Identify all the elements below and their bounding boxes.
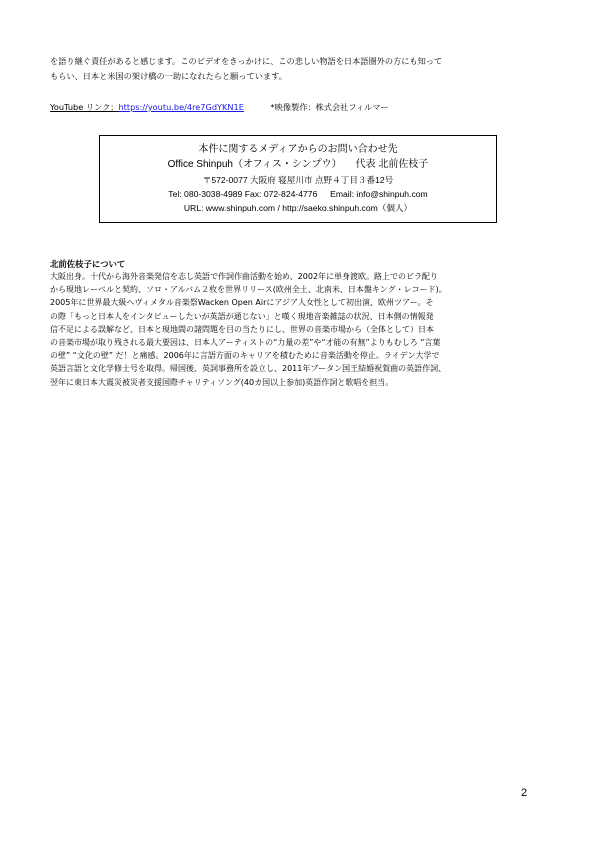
youtube-link[interactable]: https://youtu.be/4re7GdYKN1E — [118, 102, 244, 112]
about-line: 大阪出身。十代から海外音楽発信を志し英語で作詞作曲活動を始め、2002年に単身渡欧。路上でのビラ配り — [50, 272, 439, 281]
contact-fax: Fax: 072-824-4776 — [244, 189, 318, 199]
about-heading: 北前佐枝子について — [50, 259, 126, 269]
contact-title: 本件に関するメディアからのお問い合わせ先 — [198, 144, 398, 155]
about-line: の壁” “文化の壁” だ！と痛感。2006年に言語方面のキャリアを積むために音楽活動を停止。ライデン大学で — [50, 351, 440, 361]
about-body — [50, 270, 544, 389]
contact-phone-line — [100, 187, 496, 201]
intro-paragraph — [50, 54, 550, 84]
youtube-link-label: YouTube リンク： — [50, 102, 119, 112]
intro-line: を語り継ぐ責任があると感じます。このビデオをきっかけに、この悲しい物語を日本語圏外の方にも知って — [50, 56, 443, 66]
about-line: の際「もっと日本人をインタビューしたいが英語が通じない」と嘆く現地音楽雑誌の状況、日本側の情報発 — [50, 311, 434, 321]
about-line: から現地レーベルと契約、ソロ・アルバム２枚を世界リリース(欧州全土、北南米、日本盤キング・レコード)。 — [50, 285, 447, 295]
video-credit: *映像製作：株式会社フィルマー — [270, 102, 389, 112]
about-line: 翌年に東日本大震災被災者支援国際チャリティソング(40カ国以上参加)英語作詞と歌唱を担当。 — [50, 377, 394, 387]
about-section — [50, 258, 544, 389]
contact-office-line — [100, 157, 496, 173]
about-line: 2005年に世界最大級ヘヴィメタル音楽祭Wacken Open Airにアジア人女性として初出演、欧州ツアー。そ — [50, 298, 434, 308]
contact-tel: Tel: 080-3038-4989 — [168, 189, 243, 199]
contact-email: Email: info@shinpuh.com — [330, 189, 428, 199]
page-number: 2 — [521, 787, 528, 799]
about-line: の音楽市場が取り残される最大要因は、日本人アーティストの“力量の差”や“才能の有無”よりもむしろ “言葉 — [50, 338, 441, 348]
office-name: Office Shinpuh（オフィス・シンプウ） — [167, 159, 342, 170]
intro-line: もらい、日本と米国の架け橋の一助になれたらと願っています。 — [50, 71, 287, 81]
about-line: 英語言語と文化学修士号を取得。帰国後、英詞事務所を設立し、2011年ブータン国王結婚祝賀曲の英語作詞、 — [50, 364, 447, 374]
about-line: 信不足による誤解など、日本と現地間の諸問題を目の当たりにし、世界の音楽市場から（全体として）日本 — [50, 324, 434, 334]
contact-address: 〒572-0077 大阪府 寝屋川市 点野４丁目３番12号 — [202, 175, 394, 185]
contact-url: URL: www.shinpuh.com / http://saeko.shinpuh.com（個人） — [183, 203, 413, 213]
representative-name: 代表 北前佐枝子 — [355, 159, 429, 170]
video-link-line — [50, 101, 389, 113]
media-contact-box — [99, 135, 497, 223]
